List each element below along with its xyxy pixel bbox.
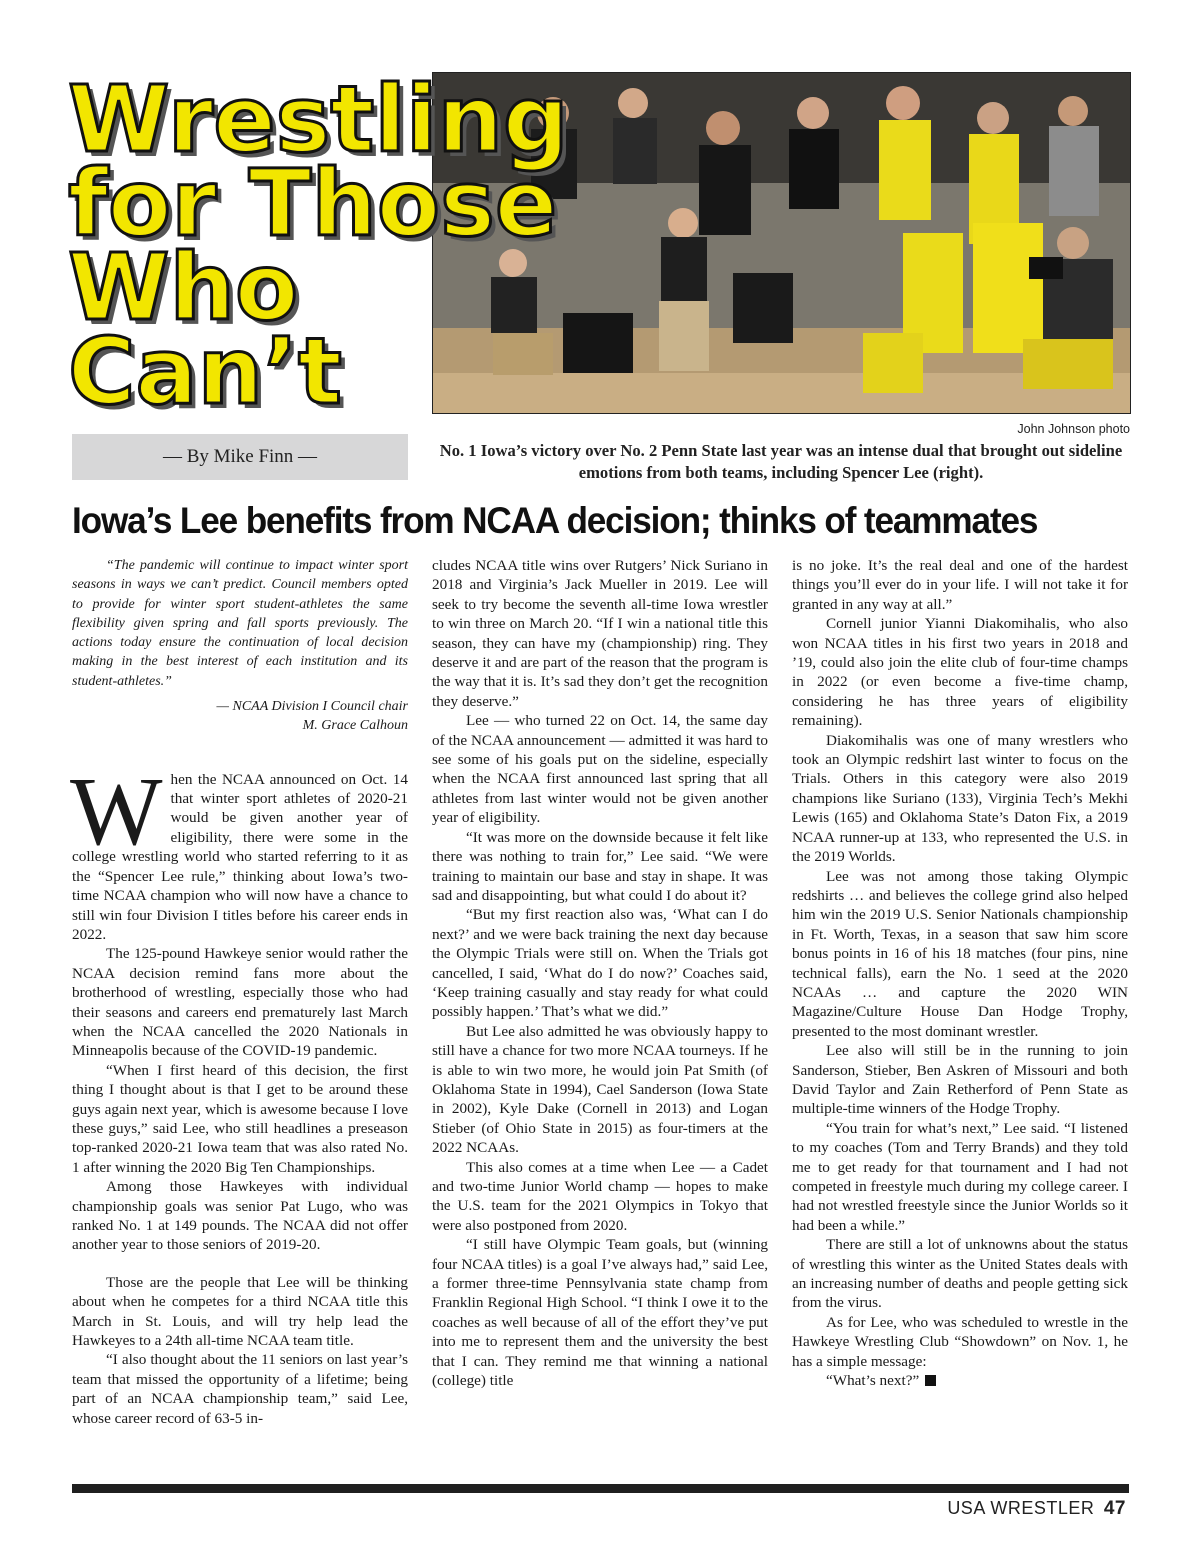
headline-line-3: Who [68,234,299,341]
article-paragraph: is no joke. It’s the real deal and one of the hardest things you’ll ever do in your life. I will not take it for granted in any way at all.” [792,557,1128,613]
article-paragraph: “It was more on the downside because it felt like there was nothing to train for,” Lee said. “We were training to maintain our base and stay in shape. It was sad and disappointing, but what could I do about it? [432,828,768,904]
photo-caption: No. 1 Iowa’s victory over No. 2 Penn State last year was an intense dual that brought out sideline emotions from both teams, including Spencer Lee (right). [439,441,1123,482]
page-number: 47 [1103,1498,1126,1519]
article-column-1 [72,556,408,1428]
article-closing-text: “What’s next?” [826,1372,920,1390]
article-paragraph: “I still have Olympic Team goals, but (winning four NCAA titles) is a goal I’ve always had,” said Lee, a former three-time Pennsylvania state champ from Franklin Regional High School. “I think I owe it to the coaches as well because of all of the effort they’ve put into me to represent them and the university the best that I can. They remind me that winning a national (college) title [432,1236,768,1390]
article-paragraph: There are still a lot of unknowns about the status of wrestling this winter as the United States deals with an increasing number of deaths and people getting sick from the virus. [792,1236,1128,1312]
article-paragraph: Diakomihalis was one of many wrestlers who took an Olympic redshirt last winter to focus on the Trials. Others in this category were also 2019 champions like Suriano (133), Virginia Tech’s Mekhi Lewis (165) and Oklahoma State’s Daton Fix, a 2019 NCAA runner-up at 133, who represented the U.S. in the 2019 Worlds. [792,731,1128,866]
headline-line-2: for Those [68,150,558,257]
article-paragraph: “When I first heard of this decision, the first thing I thought about is that I get to be around these guys again next year, which is awesome because I love these guys,” said Lee, who still headlines a preseason top-ranked 2020-21 Iowa team that was also rated No. 1 after winning the 2020 Big Ten Championships. [72,1061,408,1176]
article-paragraph: Cornell junior Yianni Diakomihalis, who also won NCAA titles in his first two years in 2018 and ’19, could also join the elite club of four-time champs in 2022 (or even become a five-time champ, considering he has three years of eligibility remaining). [792,615,1128,730]
pull-quote: “The pandemic will continue to impact winter sport seasons in ways we can’t predict. Council members opted to provide for winter sport student-athletes the same flexibility given spring and fall sports previously. The actions today ensure the continuation of local decision making in the best interest of each institution and its student-athletes.” [72,558,408,689]
article-paragraph: Lee — who turned 22 on Oct. 14, the same day of the NCAA announcement — admitted it was hard to see some of his goals put on the sideline, especially when the NCAA first announced last spring that all athletes from last winter would not be given another year of eligibility. [432,712,768,827]
article-paragraph [70,757,408,945]
article-column-2 [432,556,768,1390]
byline: — By Mike Finn — [72,434,408,480]
article-paragraph: But Lee also admitted he was obviously happy to still have a chance for two more NCAA tourneys. If he is able to win two more, he would join Pat Smith (of Oklahoma State in 1994), Cael Sanderson (Iowa State in 2002), Kyle Dake (Cornell in 2013) and Logan Stieber (of Ohio State in 2015) as four-timers at the 2022 NCAAs. [432,1022,768,1157]
article-paragraph: As for Lee, who was scheduled to wrestle in the Hawkeye Wrestling Club “Showdown” on Nov. 1, he has a simple message: [792,1313,1128,1370]
pull-quote-attribution-name: M. Grace Calhoun [302,718,408,734]
article-paragraph-text: hen the NCAA announced on Oct. 14 that winter sport athletes of 2020-21 would be given another year of eligibility, there were some in the college wrestling world who started referring to it as the “Spencer Lee rule,” thinking about Iowa’s two-time NCAA champion who will now have a chance to still win four Division I titles before his career ends in 2022. [72,770,408,943]
article-paragraph: Lee was not among those taking Olympic redshirts … and believes the college grind also helped him win the 2019 U.S. Senior Nationals championship in Ft. Worth, Texas, in a season that saw him score bonus points in 16 of his 18 matches (four pins, nine technical falls), earn the No. 1 seed at the 2020 NCAAs … and capture the 2020 WIN Magazine/Culture House Dan Hodge Trophy, presented to the most dominant wrestler. [792,867,1128,1040]
article-closing-paragraph [792,1371,1128,1390]
page-folio [947,1498,1126,1520]
headline-line-1: Wrestling [68,66,569,173]
end-mark-icon [925,1375,936,1386]
article-paragraph: “But my first reaction also was, ‘What can I do next?’ and we were back training the next day because the Olympic Trials were still on. When the Trials got cancelled, I said, ‘What do I do now?’ Coaches said, ‘Keep training casually and stay ready for what could possibly happen.’ That’s what we did.” [432,906,768,1021]
publication-name: USA WRESTLER [947,1498,1095,1518]
article-paragraph: Among those Hawkeyes with individual championship goals was senior Pat Lugo, who was ranked No. 1 at 149 pounds. The NCAA did not offer another year to those seniors of 2019-20. [72,1178,408,1254]
article-paragraph: Lee also will still be in the running to join Sanderson, Stieber, Ben Askren of Missouri and both David Taylor and Zain Retherford of Penn State as multiple-time winners of the Hodge Trophy. [792,1042,1128,1118]
article-paragraph: “I also thought about the 11 seniors on last year’s team that missed the opportunity of a lifetime; being part of an NCAA championship team,” said Lee, whose career record of 63-5 in- [72,1351,408,1427]
article-paragraph: cludes NCAA title wins over Rutgers’ Nick Suriano in 2018 and Virginia’s Jack Mueller in 2019. Lee will seek to try become the seventh all-time Iowa wrestler to win three on March 20. “If I win a national title this season, they can have my (championship) ring. They deserve it and are part of the reason that the program is the way that it is. It’s sad they don’t get the recognition they deserve.” [432,557,768,710]
headline-line-4: Can’t [68,318,343,425]
article-paragraph: This also comes at a time when Lee — a Cadet and two-time Junior World champ — hopes to make the U.S. team for the 2021 Olympics in Tokyo that were also postponed from 2020. [432,1158,768,1234]
headline [68,66,688,425]
pull-quote-attribution-title: — NCAA Division I Council chair [216,699,408,715]
article-paragraph: The 125-pound Hawkeye senior would rather the NCAA decision remind fans more about the brotherhood of wrestling, especially those who had their seasons and careers end prematurely last March when the NCAA cancelled the 2020 Nationals in Minneapolis because of the COVID-19 pandemic. [72,945,408,1060]
drop-cap: W [70,757,163,866]
deck-headline: Iowa’s Lee benefits from NCAA decision; thinks of teammates [72,500,1038,541]
article-column-3 [792,556,1128,1390]
footer-rule [72,1484,1129,1493]
article-paragraph: Those are the people that Lee will be thinking about when he competes for a third NCAA title this March in St. Louis, and will try help lead the Hawkeyes to a 24th all-time NCAA team title. [72,1273,408,1350]
article-paragraph: “You train for what’s next,” Lee said. “I listened to my coaches (Tom and Terry Brands) and they told me to get ready for that tournament and I had not competed in freestyle much during my college career. I had not wrestled freestyle since the Junior Worlds so it had been a while.” [792,1119,1128,1234]
photo-credit: John Johnson photo [1017,422,1130,436]
pull-quote-attribution [72,697,408,736]
